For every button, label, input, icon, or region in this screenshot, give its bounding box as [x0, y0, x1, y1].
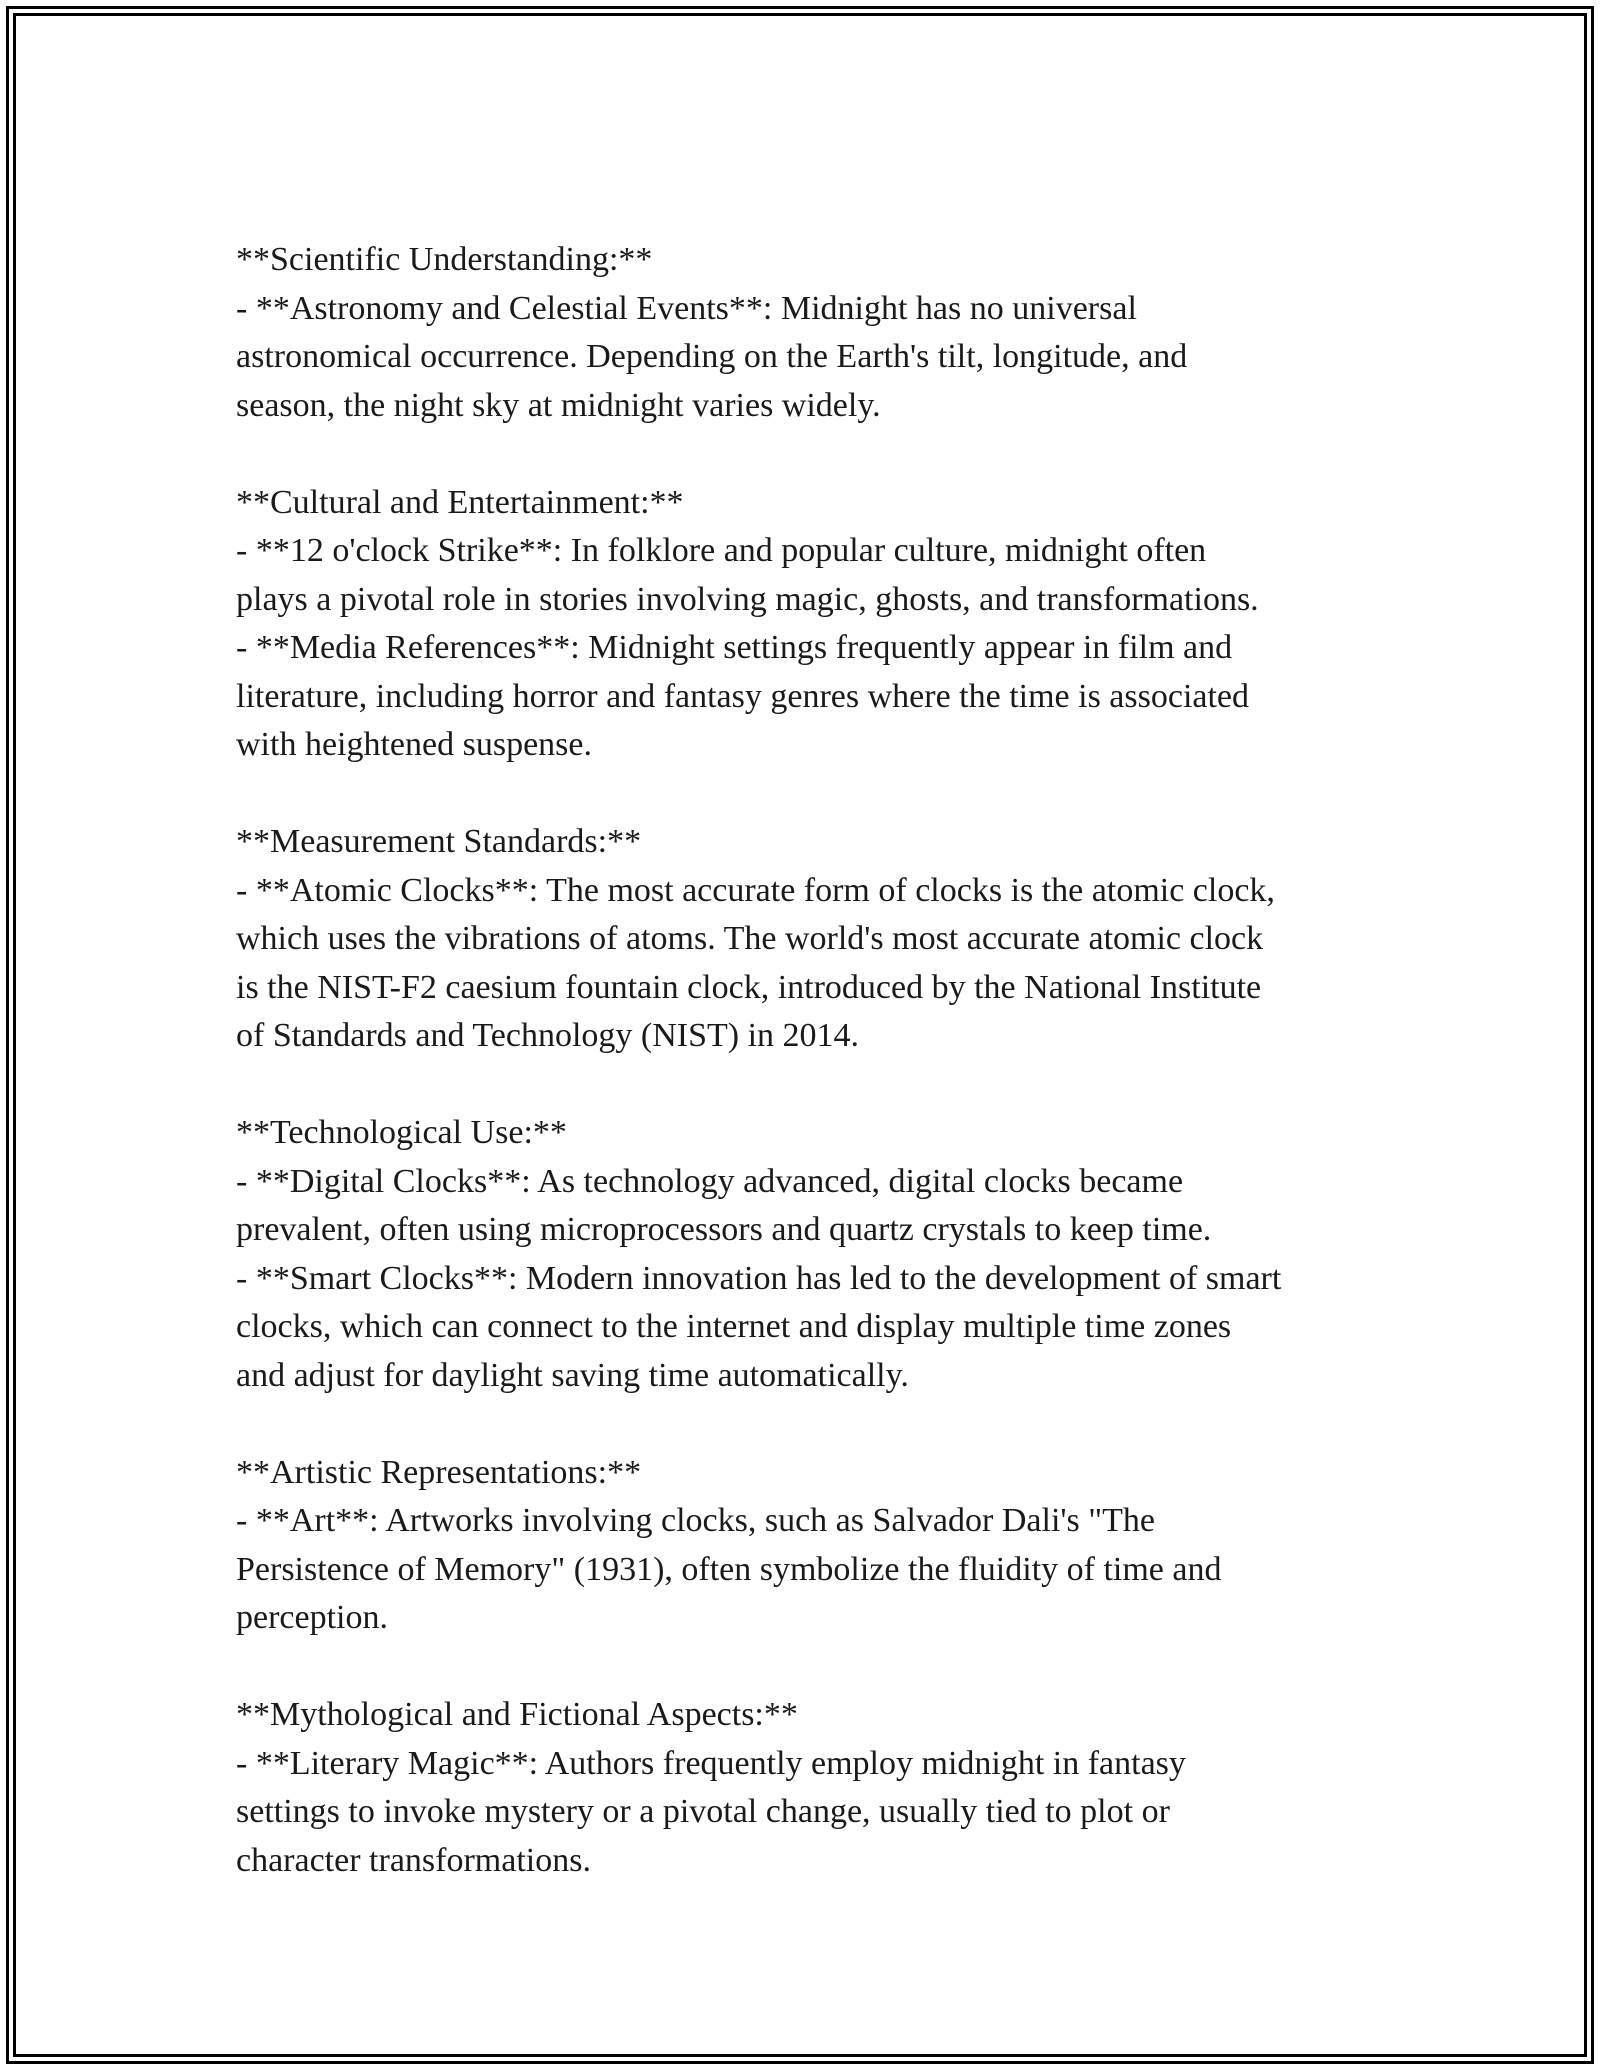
body-line: Persistence of Memory" (1931), often symbolize the fluidity of time and: [236, 1550, 1222, 1588]
section-heading: **Mythological and Fictional Aspects:**: [236, 1696, 798, 1733]
body-line: - **Art**: Artworks involving clocks, such as Salvador Dali's "The: [236, 1502, 1155, 1539]
section-technological-use: [236, 1109, 1386, 1400]
body-line: prevalent, often using microprocessors and quartz crystals to keep time.: [236, 1211, 1212, 1248]
section-measurement-standards: [236, 818, 1386, 1061]
body-line: clocks, which can connect to the internet and display multiple time zones: [236, 1308, 1232, 1345]
section-cultural-and-entertainment: [236, 479, 1386, 770]
section-heading: **Measurement Standards:**: [236, 823, 642, 860]
body-line: - **Astronomy and Celestial Events**: Midnight has no universal: [236, 289, 1137, 327]
body-line: settings to invoke mystery or a pivotal change, usually tied to plot or: [236, 1793, 1170, 1830]
body-line: astronomical occurrence. Depending on the Earth's tilt, longitude, and: [236, 338, 1188, 375]
section-heading: **Artistic Representations:**: [236, 1453, 642, 1491]
body-line: - **Atomic Clocks**: The most accurate form of clocks is the atomic clock,: [236, 871, 1275, 909]
body-line: season, the night sky at midnight varies widely.: [236, 386, 881, 424]
body-line: with heightened suspense.: [236, 726, 592, 763]
section-heading: **Scientific Understanding:**: [236, 241, 653, 278]
body-line: and adjust for daylight saving time automatically.: [236, 1356, 909, 1394]
body-line: - **Digital Clocks**: As technology advanced, digital clocks became: [236, 1162, 1184, 1200]
section-artistic-representations: [236, 1449, 1386, 1643]
body-line: perception.: [236, 1599, 388, 1636]
body-line: which uses the vibrations of atoms. The world's most accurate atomic clock: [236, 920, 1264, 957]
section-mythological-and-fictional-aspects: [236, 1691, 1386, 1885]
body-line: - **Media References**: Midnight settings frequently appear in film and: [236, 629, 1233, 666]
section-heading: **Technological Use:**: [236, 1114, 567, 1151]
body-line: literature, including horror and fantasy genres where the time is associated: [236, 677, 1250, 715]
document-body: [236, 236, 1386, 1885]
body-line: - **Smart Clocks**: Modern innovation has led to the development of smart: [236, 1259, 1282, 1297]
body-line: - **12 o'clock Strike**: In folklore and popular culture, midnight often: [236, 532, 1207, 569]
body-line: - **Literary Magic**: Authors frequently employ midnight in fantasy: [236, 1744, 1186, 1782]
section-scientific-understanding: [236, 236, 1386, 430]
body-line: character transformations.: [236, 1841, 591, 1879]
body-line: plays a pivotal role in stories involving magic, ghosts, and transformations.: [236, 580, 1259, 618]
body-line: is the NIST-F2 caesium fountain clock, introduced by the National Institute: [236, 968, 1262, 1006]
body-line: of Standards and Technology (NIST) in 2014.: [236, 1017, 860, 1054]
section-heading: **Cultural and Entertainment:**: [236, 483, 684, 521]
